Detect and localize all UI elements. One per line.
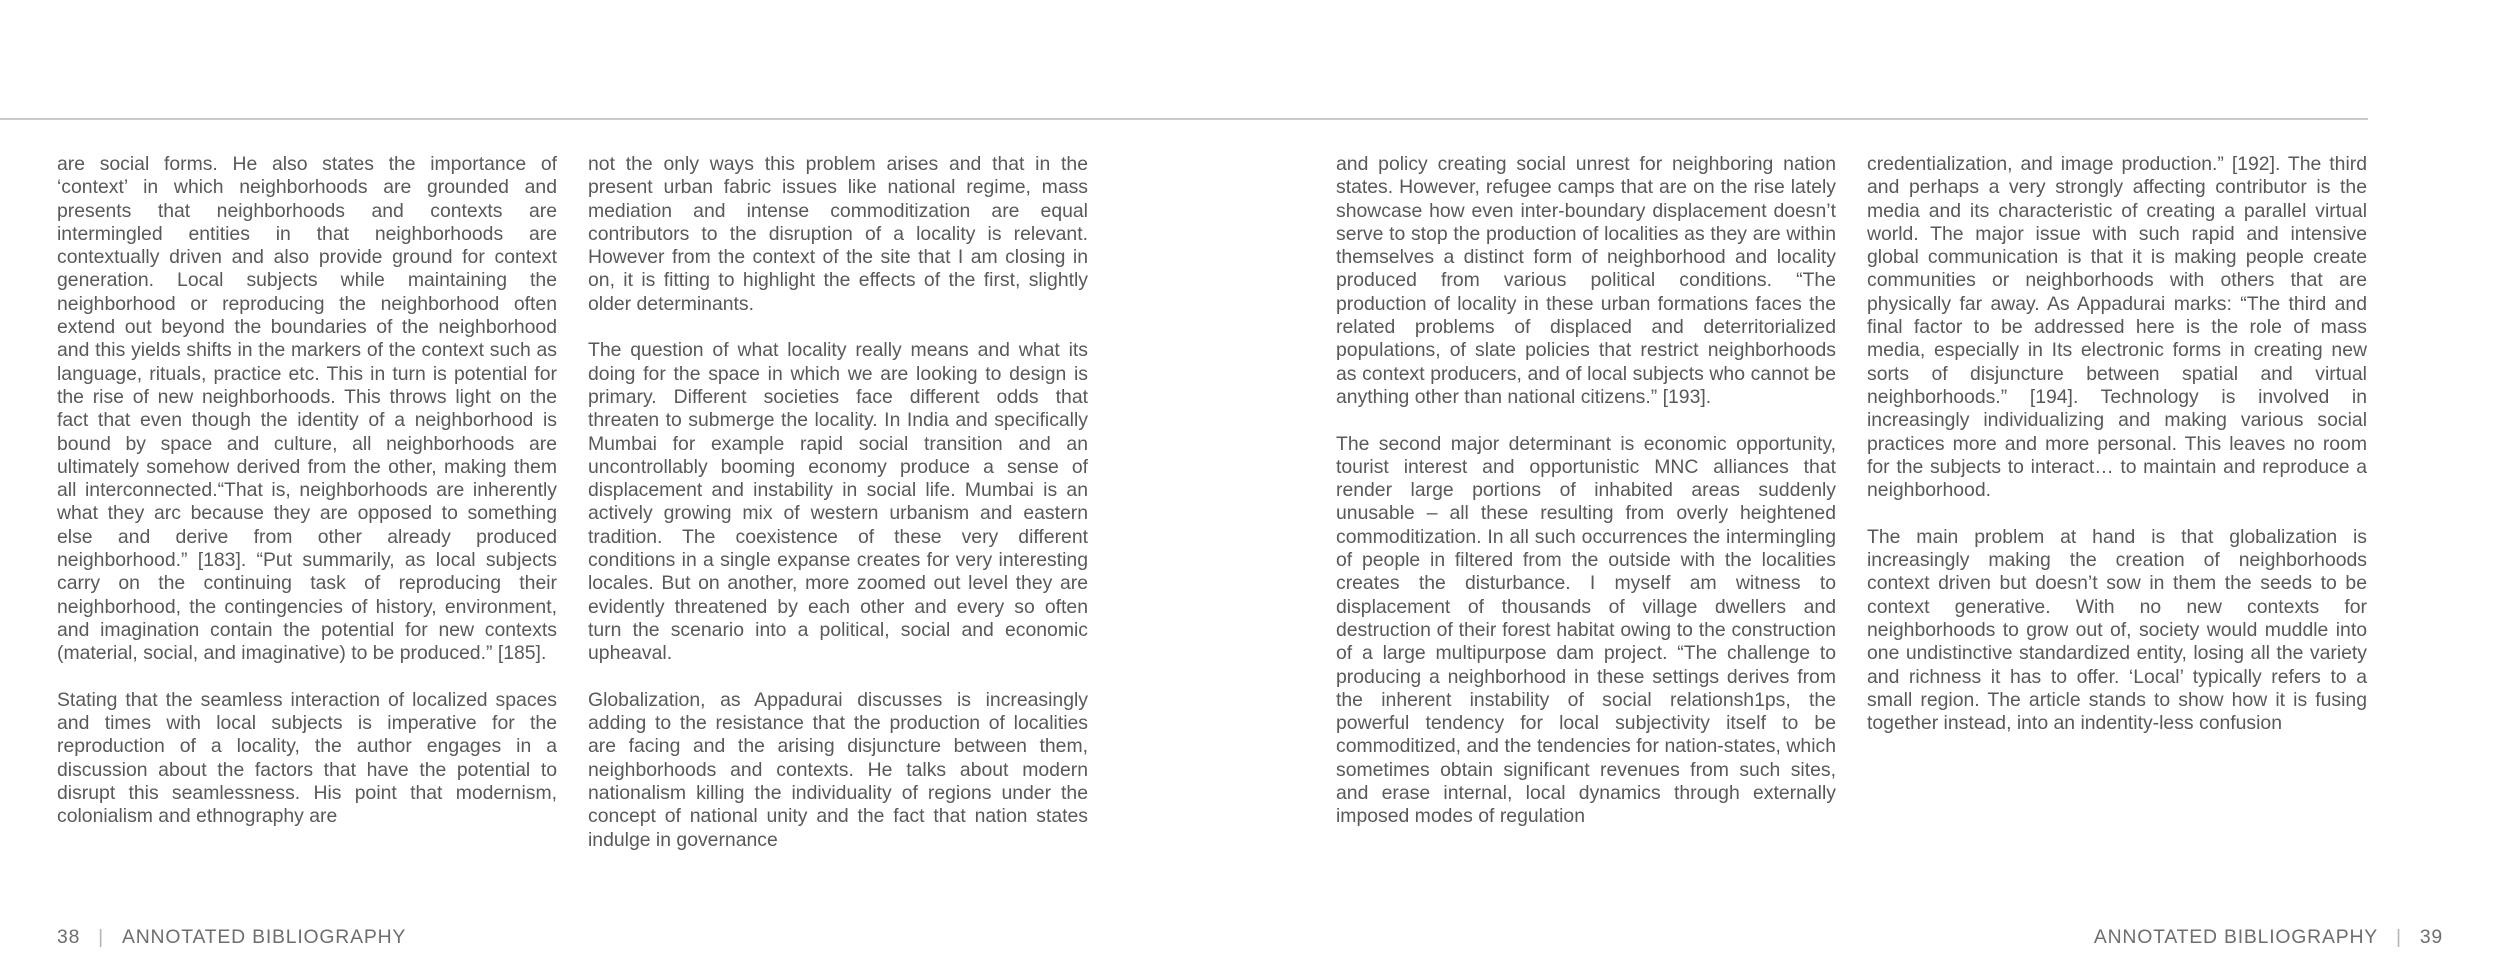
left-page-column-1 <box>57 153 557 829</box>
running-title: ANNOTATED BIBLIOGRAPHY <box>2093 926 2378 948</box>
right-page-footer <box>2094 926 2443 949</box>
paragraph: credentialization, and image production.” [192]. The third and perhaps a very strongly affecting contributor is the media and its characteristic of creating a parallel virtual world. The major issue with such rapid and intensive global communication is that it is making people create communities or neighborhoods with others that are physically far away. As Appadurai marks: “The third and final factor to be addressed here is the role of mass media, especially in Its electronic forms in creating new sorts of disjuncture between spatial and virtual neighborhoods.” [194]. Technology is involved in increasingly individualizing and making various social practices more and more personal. This leaves no room for the subjects to interact… to maintain and reproduce a neighborhood. <box>1867 153 2367 502</box>
paragraph: and policy creating social unrest for neighboring nation states. However, refugee camps that are on the rise lately showcase how even inter-boundary displacement doesn’t serve to stop the production of localities as they are within themselves a distinct form of neighborhood and locality produced from various political conditions. “The production of locality in these urban formations faces the related problems of displaced and deterritorialized populations, of slate policies that restrict neighborhoods as context producers, and of local subjects who cannot be anything other than national citizens.” [193]. <box>1336 153 1836 408</box>
paragraph: The second major determinant is economic opportunity, tourist interest and opportunistic MNC alliances that render large portions of inhabited areas suddenly unusable – all these resulting from overly heightened commoditization. In all such occurrences the intermingling of people in filtered from the outside with the localities creates the disturbance. I myself am witness to displacement of thousands of village dwellers and destruction of their forest habitat owing to the construction of a large multipurpose dam project. “The challenge to producing a neighborhood in these settings derives from the inherent instability of social relationsh1ps, the powerful tendency for local subjectivity itself to be commoditized, and the tendencies for nation-states, which sometimes obtain significant revenues from such sites, and erase internal, local dynamics through externally imposed modes of regulation <box>1336 432 1836 828</box>
paragraph: Globalization, as Appadurai discusses is increasingly adding to the resistance that the production of localities are facing and the arising disjuncture between them, neighborhoods and contexts. He talks about modern nationalism killing the individuality of regions under the concept of national unity and the fact that nation states indulge in governance <box>588 688 1088 851</box>
paragraph: are social forms. He also states the importance of ‘context’ in which neighborhoods are grounded and presents that neighborhoods and contexts are intermingled entities in that neighborhoods are contextually driven and also provide ground for context generation. Local subjects while maintaining the neighborhood or reproducing the neighborhood often extend out beyond the boundaries of the neighborhood and this yields shifts in the markers of the context such as language, rituals, practice etc. This in turn is potential for the rise of new neighborhoods. This throws light on the fact that even though the identity of a neighborhood is bound by space and culture, all neighborhoods are ultimately somehow derived from the other, making them all interconnected.“That is, neighborhoods are inherently what they arc because they are opposed to something else and derive from other already produced neighborhood.” [183]. “Put summarily, as local subjects carry on the continuing task of reproducing their neighborhood, the contingencies of history, environment, and imagination contain the potential for new contexts (material, social, and imaginative) to be produced.” [185]. <box>57 153 557 665</box>
header-rule <box>0 118 2368 120</box>
left-page-footer <box>57 926 406 949</box>
paragraph: The question of what locality really means and what its doing for the space in which we are looking to design is primary. Different societies face different odds that threaten to submerge the locality. In India and specifically Mumbai for example rapid social transition and an uncontrollably booming economy produce a sense of displacement and instability in social life. Mumbai is an actively growing mix of western urbanism and eastern tradition. The coexistence of these very different conditions in a single expanse creates for very interesting locales. But on another, more zoomed out level they are evidently threatened by each other and every so often turn the scenario into a political, social and economic upheaval. <box>588 339 1088 665</box>
paragraph: The main problem at hand is that globalization is increasingly making the creation of neighborhoods context driven but doesn’t sow in them the seeds to be context generative. With no new contexts for neighborhoods to grow out of, society would muddle into one undistinctive standardized entity, losing all the variety and richness it has to offer. ‘Local’ typically refers to a small region. The article stands to show how it is fusing together instead, into an indentity-less confusion <box>1867 525 2367 735</box>
footer-separator: | <box>2395 926 2402 948</box>
paragraph: Stating that the seamless interaction of localized spaces and times with local subjects is imperative for the reproduction of a locality, the author engages in a discussion about the factors that have the potential to disrupt this seamlessness. His point that modernism, colonialism and ethnography are <box>57 688 557 828</box>
running-title: ANNOTATED BIBLIOGRAPHY <box>122 926 407 948</box>
page-number: 38 <box>57 926 81 948</box>
right-page-column-1 <box>1336 153 1836 829</box>
footer-separator: | <box>98 926 105 948</box>
left-page-column-2 <box>588 153 1088 852</box>
right-page-column-2 <box>1867 153 2367 735</box>
paragraph: not the only ways this problem arises and that in the present urban fabric issues like national regime, mass mediation and intense commoditization are equal contributors to the disruption of a locality is relevant. However from the context of the site that I am closing in on, it is fitting to highlight the effects of the first, slightly older determinants. <box>588 153 1088 315</box>
page-number: 39 <box>2419 926 2443 948</box>
